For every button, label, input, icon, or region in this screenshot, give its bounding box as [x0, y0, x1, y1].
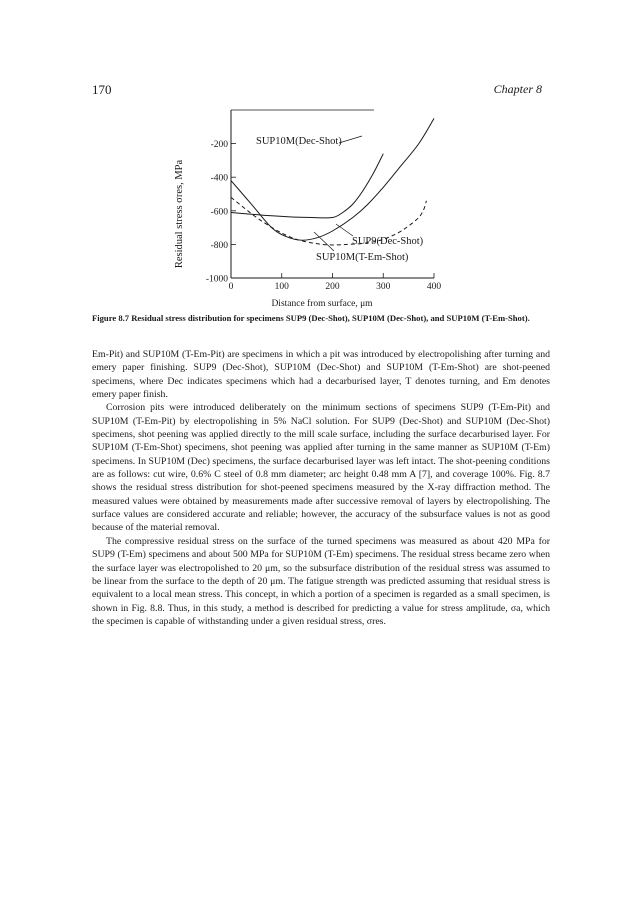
x-tick-label: 300: [376, 282, 391, 292]
x-axis-label: Distance from surface, μm: [271, 299, 373, 309]
series-label-sup10m-dec: SUP10M(Dec-Shot): [256, 136, 342, 147]
paragraph: Corrosion pits were introduced deliberately on the minimum sections of specimens SUP9 (T-Em-Pit) and SUP10M (T-Em-Pit) by electropolishing in 5% NaCl solution. For SUP9 (Dec-Shot) and SUP10M (Dec-Shot) specimens, shot peening was applied directly to the mill scale surface, including the surface decarburised layer. For SUP10M (T-Em-Shot) specimens, shot peening was applied after turning in the same manner as SUP10M (T-Em) specimens. In SUP10M (Dec) specimens, the surface decarburised layer was left intact. The shot-peening conditions are as follows: cut wire, 0.6% C steel of 0.8 mm diameter; arc height 0.48 mm A [7], and coverage 100%. Fig. 8.7 shows the residual stress distribution for shot-peened specimens measured by the X-ray diffraction method. The measured values were obtained by measurements made after successive removal of layers by electropolishing. The surface values are considered accurate and reliable; however, the accuracy of the subsurface values is not as good because of the material removal.: [92, 402, 550, 534]
y-tick-label: -1000: [205, 274, 228, 285]
series-label-sup9-dec: SUP9(Dec-Shot): [352, 236, 424, 247]
figure-caption: Figure 8.7 Residual stress distribution for specimens SUP9 (Dec-Shot), SUP10M (Dec-Shot), and SUP10M (T-Em-Shot).: [92, 313, 530, 323]
paragraph: Em-Pit) and SUP10M (T-Em-Pit) are specimens in which a pit was introduced by electropolishing after turning and emery paper finishing. SUP9 (Dec-Shot), SUP10M (Dec-Shot) and SUP10M (T-Em-Shot) are shot-peened specimens, where Dec indicates specimens which had a decarburised layer, T denotes turning, and Em denotes emery paper finish.: [92, 349, 550, 401]
paragraph: The compressive residual stress on the surface of the turned specimens was measured as about 420 MPa for SUP9 (T-Em) specimens and about 500 MPa for SUP10M (T-Em) specimens. The residual stress became zero when the surface layer was electropolished to 20 μm, so the subsurface distribution of the residual stress was assumed to be linear from the surface to the depth of 20 μm. The fatigue strength was predicted assuming that residual stress is equivalent to a local mean stress. This concept, in which a portion of a specimen is regarded as a small specimen, is shown in Fig. 8.8. Thus, in this study, a method is described for predicting a value for stress amplitude, σa, which the specimen is capable of withstanding under a given residual stress, σres.: [92, 535, 550, 627]
chart-labels: [256, 136, 424, 263]
x-tick-label: 0: [228, 282, 234, 292]
leader-sup9-dec: [336, 224, 353, 236]
x-tick-label: 400: [426, 282, 442, 292]
y-tick-label: -600: [210, 207, 228, 218]
x-tick-label: 200: [325, 282, 340, 292]
series-label-sup10m-tem: SUP10M(T-Em-Shot): [316, 252, 409, 263]
y-axis-label: Residual stress σres, MPa: [174, 159, 185, 269]
page-number: 170: [92, 82, 112, 97]
y-tick-label: -200: [210, 140, 228, 151]
body-text: [92, 348, 550, 628]
residual-stress-chart: [150, 100, 470, 312]
series-line-sup10m-t-em-shot: [231, 154, 383, 218]
leader-sup10m-dec: [339, 136, 362, 143]
x-tick-label: 100: [274, 282, 289, 292]
chapter-label: Chapter 8: [493, 82, 542, 96]
y-tick-label: -800: [210, 240, 228, 251]
y-tick-label: -400: [210, 173, 228, 184]
chart-ticks: [206, 140, 442, 292]
